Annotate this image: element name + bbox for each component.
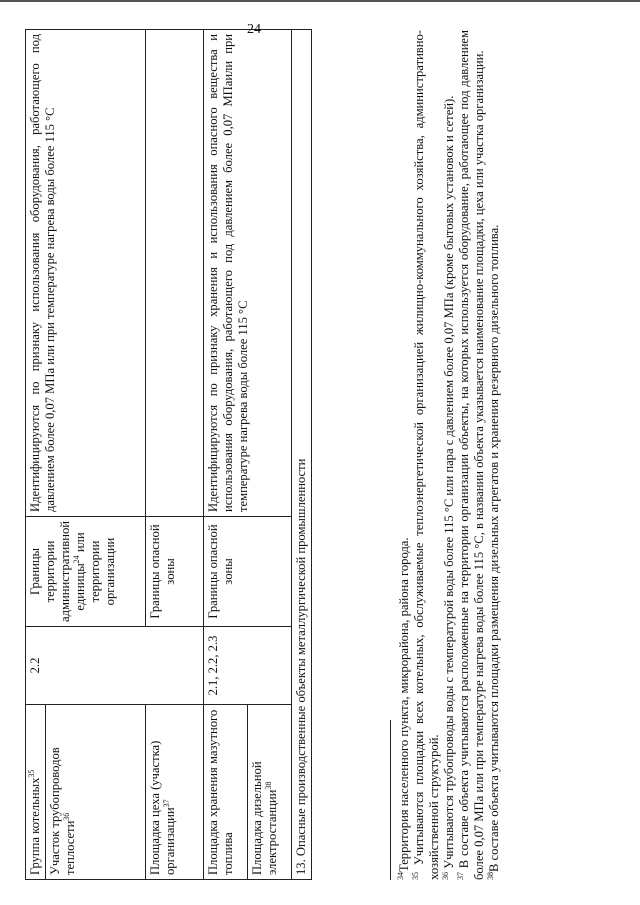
cell-object: Участок трубопроводов теплосети$^{36}$ <box>46 705 146 880</box>
cell-section: 2.1, 2.2, 2.3 <box>204 627 292 705</box>
table-row <box>26 30 46 880</box>
cell-object: Площадка цеха (участка) организации$^{37}$ <box>146 705 204 880</box>
footnote: $^{38}$В составе объекта учитываются площадки размещения дизельных агрегатов и хранения резервного дизельного топлива. <box>485 224 501 880</box>
page-number: 24 <box>247 22 261 37</box>
footnote: $^{35}$ Учитываются площадки всех котельных, обслуживаемые теплоэнергетической организацией жилищно-коммунального хозяйства, административно-хозяйственной структурой. <box>410 30 441 880</box>
cell-boundary: Границы опасной зоны <box>146 517 204 627</box>
cell-section: 2.2 <box>26 627 204 705</box>
footnotes <box>397 30 502 880</box>
table-row <box>146 30 204 880</box>
table-row <box>204 30 248 880</box>
cell-identification: Идентифицируются по признаку использования оборудования, работающего под давлением более 0,07 МПа или при температуре нагрева воды более 115 °С <box>26 30 146 517</box>
rotated-page <box>25 22 610 880</box>
cell-object: Площадка хранения мазутного топлива <box>204 705 248 880</box>
table-row <box>292 30 312 880</box>
scan-edge-line <box>0 0 640 2</box>
footnote: $^{36}$ Учитываются трубопроводы воды с температурой воды более 115 °С или пара с давлением более 0,07 МПа (кроме бытовых установок и сетей). <box>440 95 456 880</box>
footnote-divider <box>390 720 391 880</box>
section-heading: 13. Опасные производственные объекты металлургической промышленности <box>292 30 312 880</box>
objects-table <box>25 29 312 880</box>
cell-object: Площадка дизельной электростанции$^{38}$ <box>248 705 292 880</box>
cell-boundary: Границы опасной зоны <box>204 517 292 627</box>
cell-identification: Идентифицируются по признаку хранения и использования опасного вещества и использования оборудования, работающего под давлением более 0,07 МПаили при температуре нагрева воды более 115 °С <box>204 30 292 517</box>
cell-boundary: Границы территории административной единицы$^{24}$ или территории организации <box>26 517 146 627</box>
footnote: $^{34}$Территория населенного пункта, микрорайона, района города. <box>395 537 411 880</box>
footnote: $^{37}$ В составе объекта учитываются расположенные на территории организации объекты, на которых используется оборудование, работающее под давлением более 0,07 МПа или при температуре нагрева воды более 115 °С, в названии объекта указывается наименование площадки, цеха или участка организации. <box>455 30 486 880</box>
cell-identification-empty <box>146 30 204 517</box>
cell-object: Группа котельных$^{35}$ <box>26 705 46 880</box>
